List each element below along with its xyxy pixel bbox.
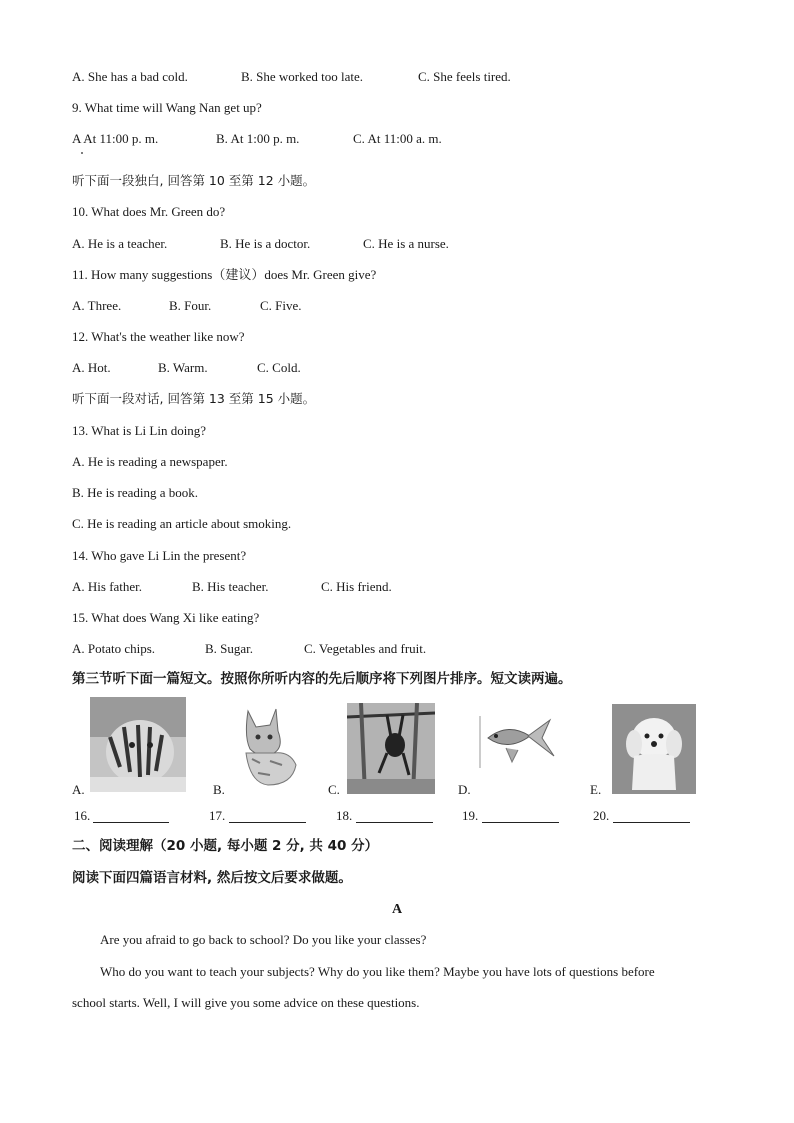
- q11-option-b: B. Four.: [169, 298, 212, 313]
- picture-label-a: A.: [72, 782, 85, 797]
- blank-label-20: 20.: [593, 808, 610, 823]
- dog-photo: [612, 704, 696, 794]
- part2-heading: 二、阅读理解（20 小题, 每小题 2 分, 共 40 分）: [72, 838, 379, 854]
- blank-label-16: 16.: [74, 808, 91, 823]
- answer-blank-20[interactable]: [613, 822, 690, 823]
- part2-instruction: 阅读下面四篇语言材料, 然后按文后要求做题。: [72, 870, 352, 886]
- picture-label-e: E.: [590, 782, 602, 797]
- picture-label-d: D.: [458, 782, 471, 797]
- q12-option-a: A. Hot.: [72, 360, 111, 375]
- picture-label-b: B.: [213, 782, 225, 797]
- passage-line-2: Who do you want to teach your subjects? Why do you like them? Maybe you have lots of questions before: [100, 964, 655, 979]
- picture-label-c: C.: [328, 782, 340, 797]
- q8-option-a: A. She has a bad cold.: [72, 69, 188, 84]
- q12-option-c: C. Cold.: [257, 360, 301, 375]
- q9-option-b: B. At 1:00 p. m.: [216, 131, 300, 146]
- blank-label-17: 17.: [209, 808, 226, 823]
- monkey-photo: [347, 703, 435, 794]
- passage-line-3: school starts. Well, I will give you some advice on these questions.: [72, 995, 420, 1010]
- q12-option-b: B. Warm.: [158, 360, 208, 375]
- q8-option-c: C. She feels tired.: [418, 69, 511, 84]
- q13-option-b: B. He is reading a book.: [72, 485, 199, 500]
- section3-heading: 第三节听下面一篇短文。按照你所听内容的先后顺序将下列图片排序。短文读两遍。: [72, 671, 572, 687]
- q15-stem: 15. What does Wang Xi like eating?: [72, 610, 260, 625]
- q13-option-a: A. He is reading a newspaper.: [72, 454, 228, 469]
- answer-blank-16[interactable]: [93, 822, 169, 823]
- answer-blank-19[interactable]: [482, 822, 559, 823]
- q13-stem: 13. What is Li Lin doing?: [72, 423, 207, 438]
- answer-blank-17[interactable]: [229, 822, 306, 823]
- q10-option-c: C. He is a nurse.: [363, 236, 449, 251]
- answer-blank-18[interactable]: [356, 822, 433, 823]
- q13-option-c: C. He is reading an article about smoking.: [72, 516, 292, 531]
- q14-option-c: C. His friend.: [321, 579, 392, 594]
- stray-dot: [81, 152, 83, 154]
- section-intro-dialogue: 听下面一段对话, 回答第 13 至第 15 小题。: [72, 391, 316, 406]
- passage-line-1: Are you afraid to go back to school? Do you like your classes?: [100, 932, 427, 947]
- q11-option-a: A. Three.: [72, 298, 122, 313]
- q9-option-c: C. At 11:00 a. m.: [353, 131, 442, 146]
- blank-label-19: 19.: [462, 808, 479, 823]
- q10-option-b: B. He is a doctor.: [220, 236, 311, 251]
- q15-option-b: B. Sugar.: [205, 641, 254, 656]
- q11-option-c: C. Five.: [260, 298, 302, 313]
- q12-stem: 12. What's the weather like now?: [72, 329, 245, 344]
- passage-title: A: [391, 902, 403, 917]
- fish-photo: [478, 712, 558, 770]
- q14-stem: 14. Who gave Li Lin the present?: [72, 548, 247, 563]
- blank-label-18: 18.: [336, 808, 353, 823]
- q10-option-a: A. He is a teacher.: [72, 236, 168, 251]
- q15-option-a: A. Potato chips.: [72, 641, 156, 656]
- q8-option-b: B. She worked too late.: [241, 69, 364, 84]
- q9-stem: 9. What time will Wang Nan get up?: [72, 100, 262, 115]
- tiger-photo: [90, 697, 186, 792]
- cat-photo: [240, 703, 298, 790]
- q14-option-b: B. His teacher.: [192, 579, 269, 594]
- q15-option-c: C. Vegetables and fruit.: [304, 641, 427, 656]
- q9-option-a: A At 11:00 p. m.: [72, 131, 159, 146]
- q14-option-a: A. His father.: [72, 579, 143, 594]
- q11-stem: 11. How many suggestions（建议）does Mr. Green give?: [72, 267, 377, 282]
- section-intro-monologue: 听下面一段独白, 回答第 10 至第 12 小题。: [72, 173, 316, 188]
- q10-stem: 10. What does Mr. Green do?: [72, 204, 226, 219]
